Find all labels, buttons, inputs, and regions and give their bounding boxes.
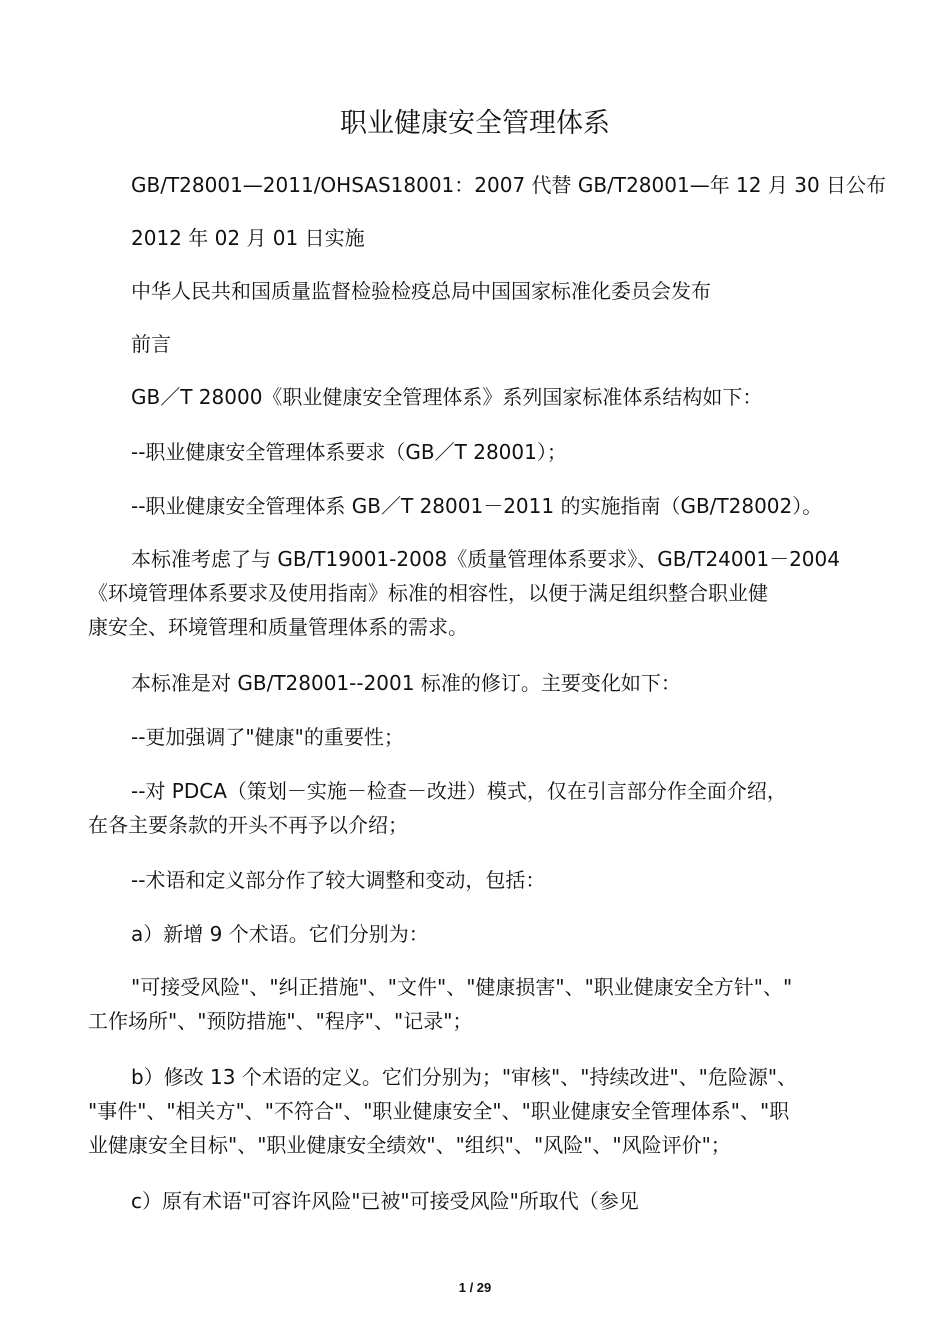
list-item	[88, 1184, 866, 1218]
paragraph	[88, 666, 866, 700]
list-item	[88, 863, 866, 897]
list-item	[88, 774, 866, 842]
paragraph-line: --术语和定义部分作了较大调整和变动，包括：	[131, 868, 546, 892]
list-item	[88, 917, 866, 951]
paragraph	[88, 970, 866, 1038]
paragraph-line: 2012 年 02 月 01 日实施	[131, 226, 365, 250]
paragraph-line: "可接受风险"、"纠正措施"、"文件"、"健康损害"、"职业健康安全方针"、"	[131, 975, 793, 999]
paragraph	[88, 380, 866, 414]
paragraph-line: c）原有术语"可容许风险"已被"可接受风险"所取代（参见	[131, 1189, 639, 1213]
paragraph-line: 本标准是对 GB/T28001--2001 标准的修订。主要变化如下：	[131, 671, 681, 695]
list-item	[88, 1060, 866, 1162]
paragraph-line: 《环境管理体系要求及使用指南》标准的相容性，以便于满足组织整合职业健	[88, 581, 768, 605]
paragraph-line: GB／T 28000《职业健康安全管理体系》系列国家标准体系结构如下：	[131, 385, 763, 409]
paragraph-line: b）修改 13 个术语的定义。它们分别为；"审核"、"持续改进"、"危险源"、	[131, 1065, 798, 1089]
page-number: 1 / 29	[458, 1280, 492, 1295]
paragraph	[88, 542, 866, 644]
paragraph-line: --职业健康安全管理体系 GB／T 28001－2011 的实施指南（GB/T28002）。	[131, 494, 823, 518]
paragraph-line: GB/T28001—2011/OHSAS18001：2007 代替 GB/T28001—年 12 月 30 日公布	[131, 173, 887, 197]
section-heading-foreword	[88, 327, 866, 361]
paragraph-line: 业健康安全目标"、"职业健康安全绩效"、"组织"、"风险"、"风险评价"；	[88, 1133, 731, 1157]
paragraph-line: --对 PDCA（策划－实施－检查－改进）模式，仅在引言部分作全面介绍，	[131, 779, 787, 803]
paragraph-effective-date	[88, 221, 866, 255]
paragraph-publisher	[88, 274, 866, 308]
paragraph-line: 中华人民共和国质量监督检验检疫总局中国国家标准化委员会发布	[131, 279, 711, 303]
paragraph-line: "事件"、"相关方"、"不符合"、"职业健康安全"、"职业健康安全管理体系"、"职	[88, 1099, 790, 1123]
paragraph-standard-code	[88, 168, 887, 202]
list-item	[88, 489, 866, 523]
paragraph-line: --更加强调了"健康"的重要性；	[131, 725, 404, 749]
paragraph-line: a）新增 9 个术语。它们分别为：	[131, 922, 429, 946]
paragraph-line: 前言	[131, 332, 171, 356]
paragraph-line: 工作场所"、"预防措施"、"程序"、"记录"；	[88, 1009, 473, 1033]
document-title: 职业健康安全管理体系	[340, 108, 610, 139]
paragraph-line: 康安全、环境管理和质量管理体系的需求。	[88, 615, 468, 639]
list-item	[88, 720, 866, 754]
paragraph-line: --职业健康安全管理体系要求（GB／T 28001）；	[131, 440, 567, 464]
paragraph-line: 在各主要条款的开头不再予以介绍；	[88, 813, 408, 837]
list-item	[88, 435, 866, 469]
paragraph-line: 本标准考虑了与 GB/T19001-2008《质量管理体系要求》、GB/T24001－2004	[131, 547, 840, 571]
